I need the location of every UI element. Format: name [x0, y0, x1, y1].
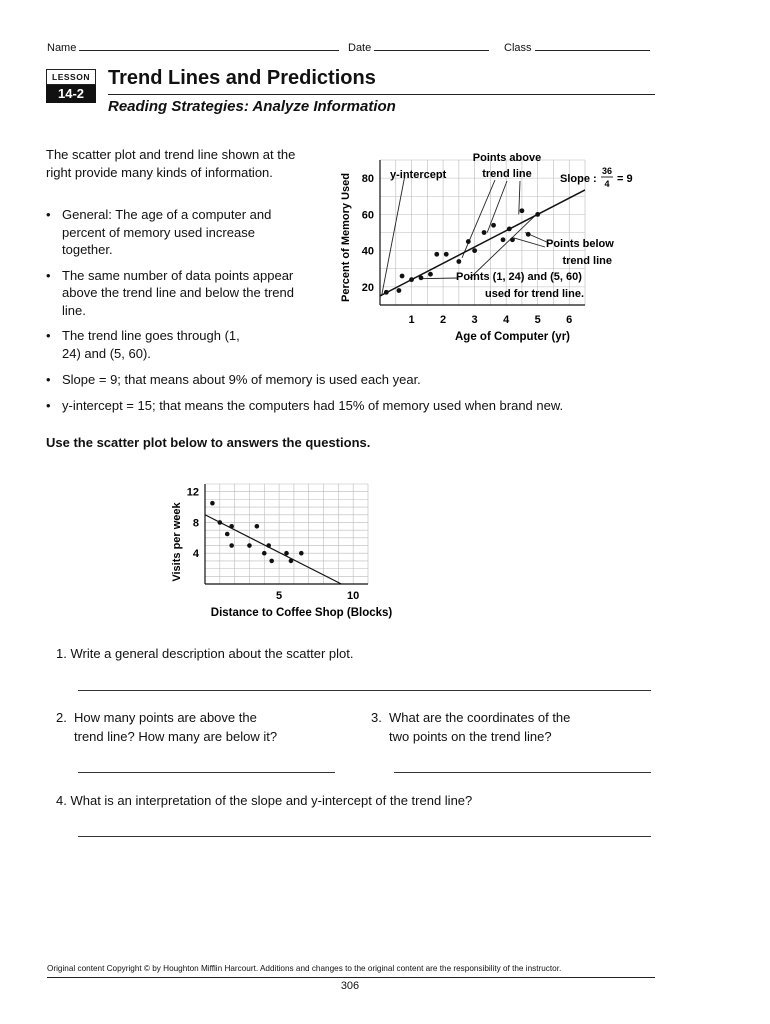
data-point	[269, 559, 274, 564]
x-tick-label: 1	[408, 314, 415, 326]
y-tick-label: 80	[361, 173, 374, 186]
question-row	[371, 708, 651, 746]
y-tick-label: 8	[192, 517, 199, 530]
bullet-item: • y-intercept = 15; that means the computers had 15% of memory used when brand new.	[46, 397, 564, 413]
data-point	[210, 501, 215, 506]
class-line[interactable]	[535, 40, 650, 51]
question-text: two points on the trend line?	[389, 729, 552, 744]
data-point	[526, 232, 531, 237]
annot-points-above-1: Points above	[472, 152, 542, 164]
chart1-y-axis-label: Percent of Memory Used	[340, 173, 352, 302]
annot-y-intercept: y-intercept	[390, 169, 447, 181]
data-point	[218, 520, 223, 525]
bullet-item: • The same number of data points appear above the trend line and below the trend line.	[46, 267, 295, 318]
coffee-scatter-chart	[160, 476, 410, 624]
bullet-item: • The trend line goes through (1, 24) and (5, 60).	[46, 327, 296, 362]
annot-points-below-2: trend line	[562, 255, 612, 267]
bullet-item: • General: The age of a computer and percent of memory used increase together.	[46, 206, 296, 259]
title-divider	[108, 94, 655, 95]
class-label: Class	[504, 42, 532, 54]
data-point	[289, 559, 294, 564]
question-1	[56, 644, 354, 663]
answer-line-2[interactable]	[78, 772, 335, 773]
question-text: Write a general description about the scatter plot.	[70, 646, 354, 661]
annot-points-below-1: Points below	[546, 238, 614, 250]
question-number: 1.	[56, 646, 67, 661]
x-tick-label: 3	[471, 314, 478, 326]
question-body	[74, 708, 277, 746]
x-tick-label: 10	[347, 590, 360, 602]
data-point	[501, 237, 506, 242]
intro-bullets-wide	[46, 371, 666, 414]
annot-slope-denominator: 4	[604, 179, 610, 189]
question-4	[56, 791, 472, 810]
x-tick-label: 5	[534, 314, 541, 326]
data-point	[466, 239, 471, 244]
data-point	[229, 524, 234, 529]
page-title: Trend Lines and Predictions	[108, 67, 376, 89]
answer-line-1[interactable]	[78, 690, 651, 691]
answer-line-4[interactable]	[78, 836, 651, 837]
page-number: 306	[340, 980, 360, 992]
annot-slope-numerator: 36	[601, 166, 613, 176]
bullet-text: y-intercept = 15; that means the computers had 15% of memory used when brand new.	[62, 397, 564, 413]
lesson-label: LESSON	[46, 69, 96, 85]
data-point	[299, 551, 304, 556]
data-point	[419, 275, 424, 280]
data-point	[409, 277, 414, 282]
y-tick-label: 4	[192, 548, 199, 561]
bullet-text: The same number of data points appear above the trend line and below the trend line.	[62, 267, 295, 318]
annotation-arrow	[421, 278, 457, 279]
x-tick-label: 6	[566, 314, 573, 326]
data-point	[520, 208, 525, 213]
answer-line-3[interactable]	[394, 772, 651, 773]
lesson-number: 14-2	[46, 85, 96, 103]
copyright-note: Original content Copyright © by Houghton Mifflin Harcourt. Additions and changes to the original content are the responsibility of the instructor.	[47, 964, 562, 973]
y-tick-label: 40	[361, 245, 374, 258]
data-point	[444, 252, 449, 257]
question-number: 2.	[56, 710, 67, 725]
annotation-arrow	[462, 180, 495, 258]
x-tick-label: 2	[440, 314, 447, 326]
annot-slope-label: Slope :	[560, 173, 597, 185]
data-point	[434, 252, 439, 257]
date-label: Date	[348, 42, 372, 54]
annot-slope-result: = 9	[617, 173, 633, 185]
y-tick-label: 20	[361, 281, 374, 294]
data-point	[229, 543, 234, 548]
name-line[interactable]	[79, 40, 339, 51]
class-field[interactable]	[504, 40, 650, 54]
chart2-trend-line	[205, 515, 341, 584]
data-point	[284, 551, 289, 556]
data-point	[428, 272, 433, 277]
data-point	[507, 226, 512, 231]
data-point	[225, 532, 230, 537]
data-point	[482, 230, 487, 235]
question-text: What is an interpretation of the slope and y-intercept of the trend line?	[70, 793, 473, 808]
data-point	[535, 212, 540, 217]
question-number: 4.	[56, 793, 67, 808]
y-tick-label: 60	[361, 209, 374, 222]
memory-scatter-chart	[335, 145, 665, 350]
bullet-text: Slope = 9; that means about 9% of memory is used each year.	[62, 372, 421, 387]
question-text: trend line? How many are below it?	[74, 729, 278, 744]
data-point	[397, 288, 402, 293]
data-point	[266, 543, 271, 548]
intro-bullets-left	[46, 206, 296, 362]
data-point	[472, 248, 477, 253]
data-point	[400, 274, 405, 279]
intro-paragraph: The scatter plot and trend line shown at the right provide many kinds of information.	[46, 147, 296, 180]
question-text: How many points are above the	[74, 710, 257, 725]
y-tick-label: 12	[186, 486, 199, 499]
bullet-text: The trend line goes through (1, 24) and (5, 60).	[62, 328, 240, 361]
annot-points-used-2: used for trend line.	[485, 288, 585, 300]
instructions: Use the scatter plot below to answers the questions.	[46, 435, 371, 450]
date-field[interactable]	[348, 40, 489, 54]
data-point	[491, 223, 496, 228]
data-point	[510, 237, 515, 242]
x-tick-label: 4	[503, 314, 510, 326]
bullet-item: • Slope = 9; that means about 9% of memory is used each year.	[46, 372, 421, 387]
annotation-arrow	[519, 181, 520, 214]
data-point	[456, 259, 461, 264]
data-point	[255, 524, 260, 529]
annot-points-used-1: Points (1, 24) and (5, 60)	[456, 271, 582, 283]
lesson-badge	[46, 69, 96, 101]
x-tick-label: 5	[276, 590, 283, 602]
annot-points-above-2: trend line	[482, 168, 532, 180]
chart2-y-axis-label: Visits per week	[171, 502, 183, 582]
question-row	[56, 708, 336, 746]
name-label: Name	[47, 42, 77, 54]
data-point	[262, 551, 267, 556]
chart1-x-axis-label: Age of Computer (yr)	[455, 331, 570, 343]
question-2	[56, 708, 336, 746]
name-field[interactable]	[47, 40, 339, 54]
data-point	[384, 290, 389, 295]
page-subtitle: Reading Strategies: Analyze Information	[108, 98, 396, 115]
question-3	[371, 708, 651, 746]
question-text: What are the coordinates of the	[389, 710, 571, 725]
bullet-text: General: The age of a computer and percent of memory used increase together.	[62, 207, 272, 257]
chart2-points	[210, 501, 304, 563]
question-number: 3.	[371, 710, 382, 725]
data-point	[247, 543, 252, 548]
question-body	[389, 708, 570, 746]
footer-divider	[47, 977, 655, 978]
date-line[interactable]	[374, 40, 489, 51]
chart2-x-axis-label: Distance to Coffee Shop (Blocks)	[210, 607, 393, 619]
